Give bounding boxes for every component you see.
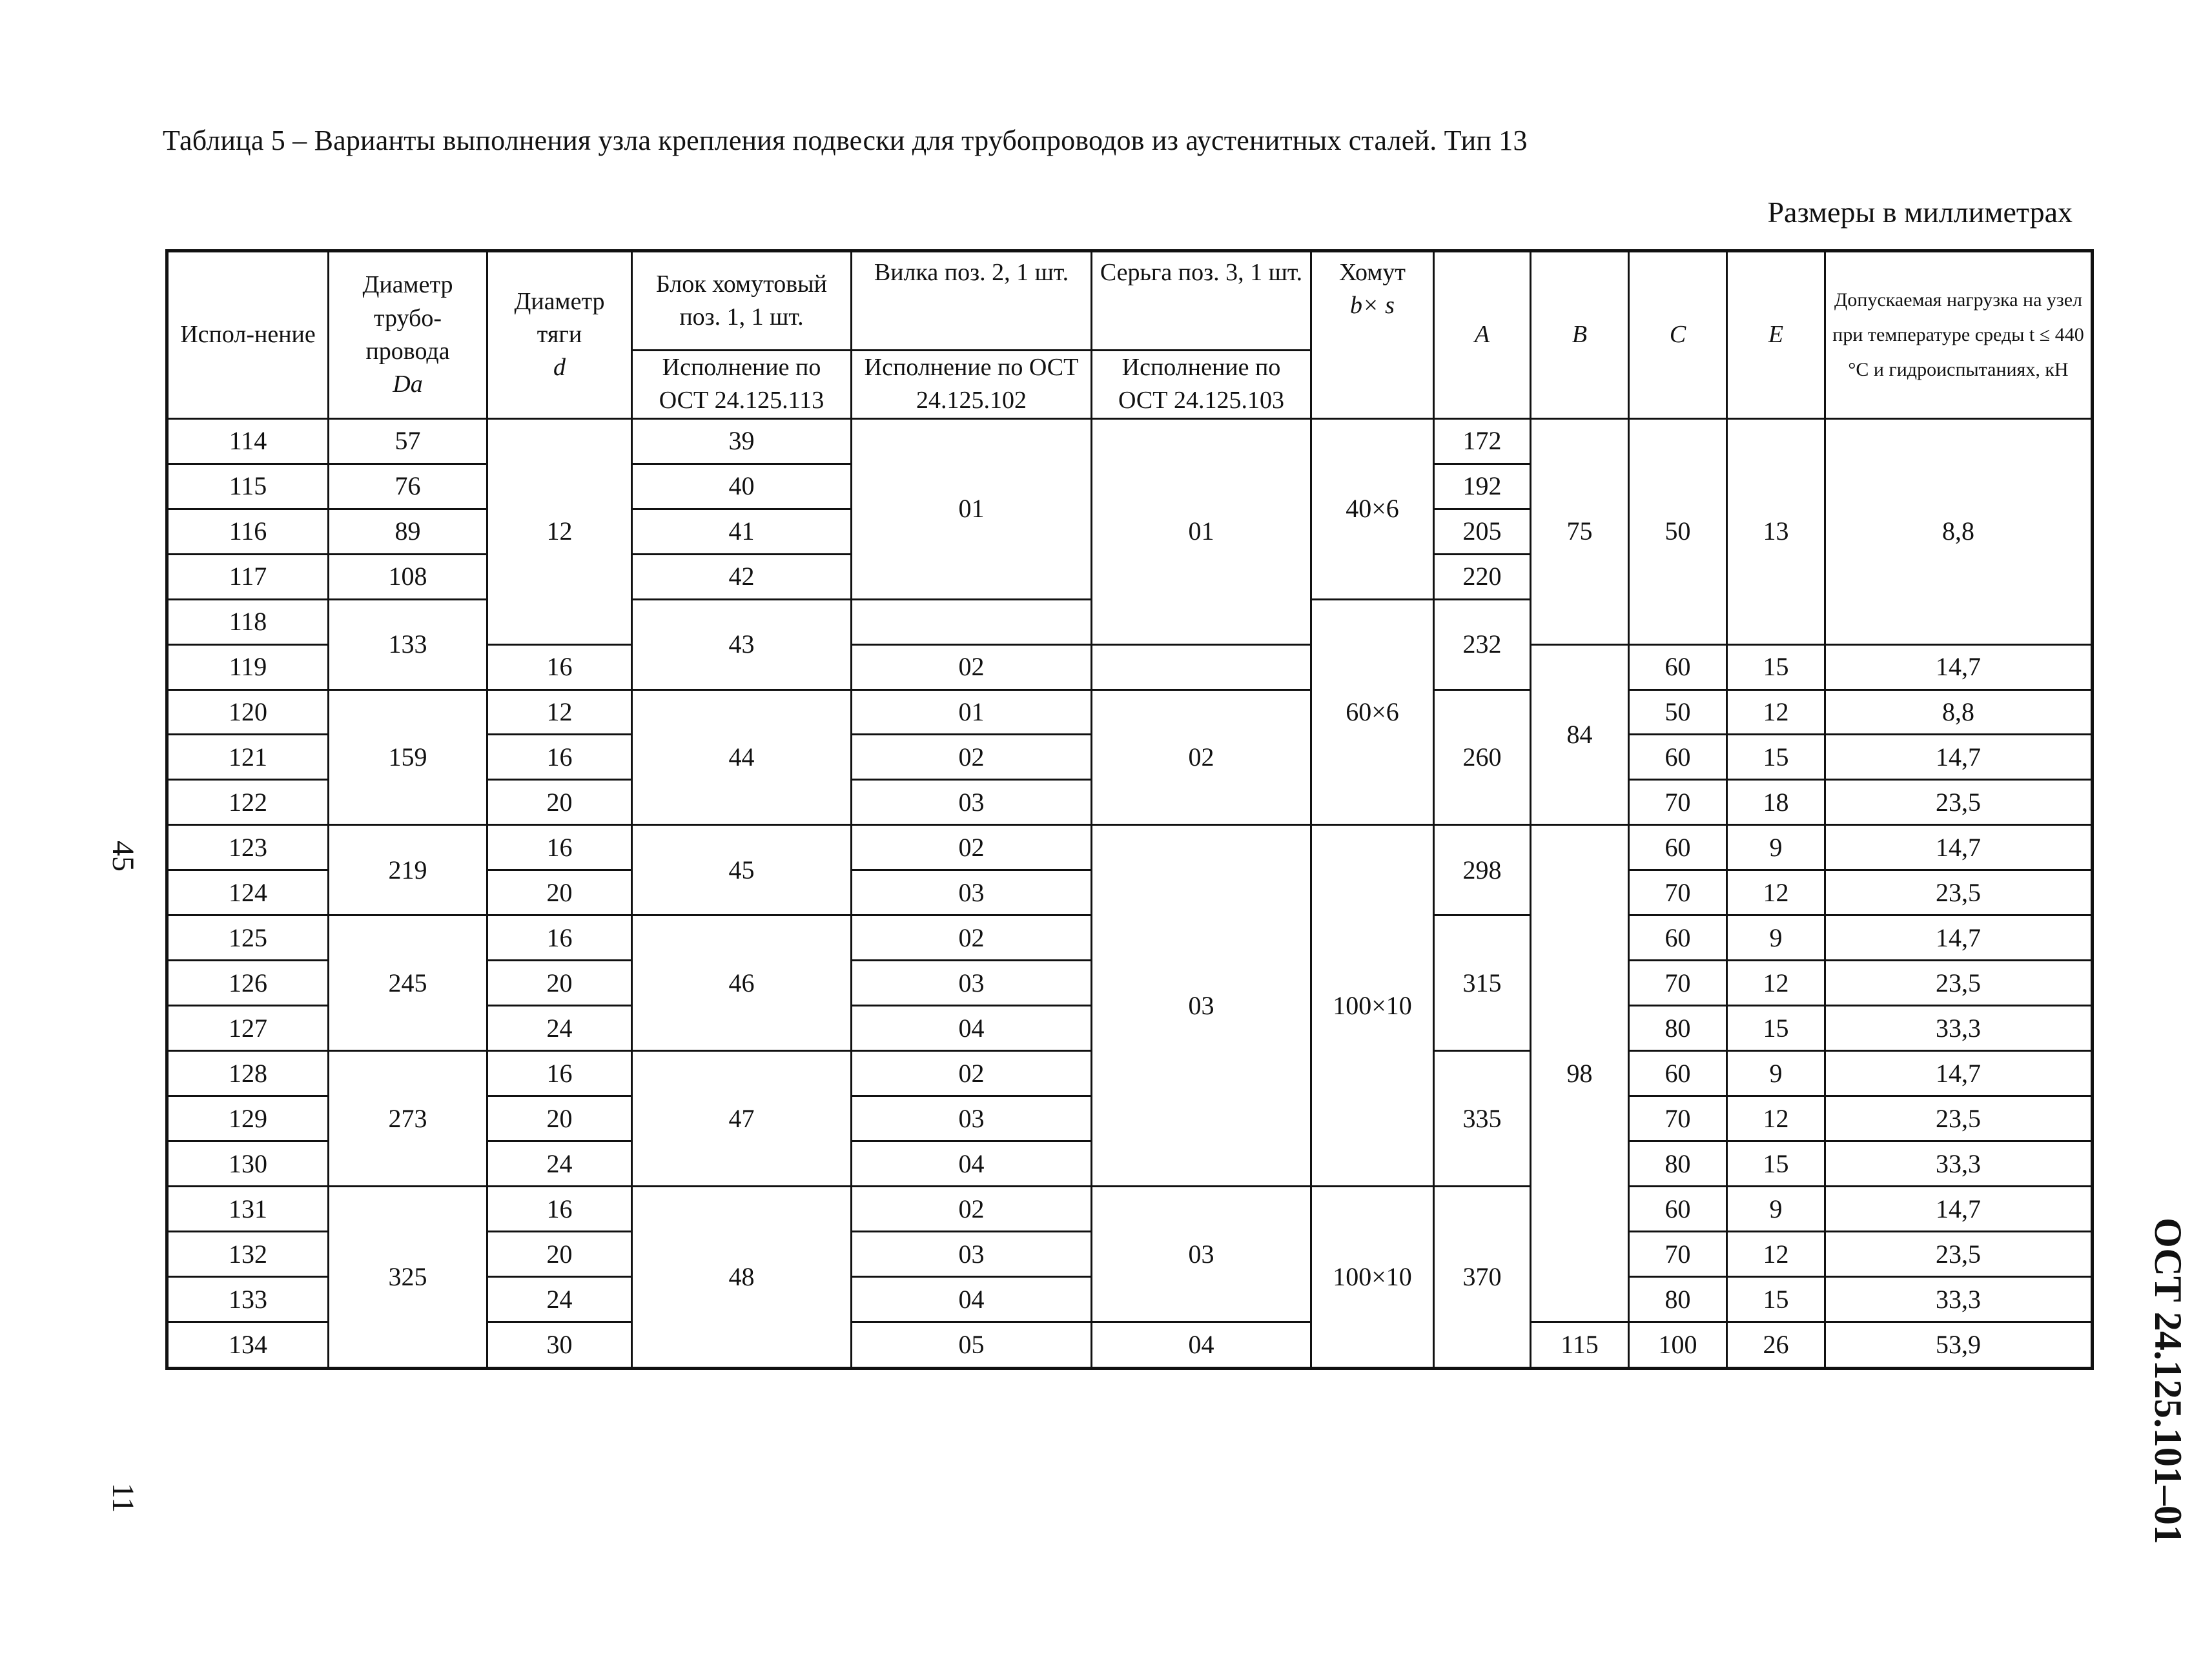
- cell-a: 205: [1434, 509, 1531, 554]
- cell-clamp: 40×6: [1311, 418, 1434, 599]
- cell-clamp: 100×10: [1311, 1187, 1434, 1369]
- cell-load: 23,5: [1825, 1232, 2093, 1277]
- cell-c: 70: [1629, 870, 1727, 915]
- cell-load: 8,8: [1825, 418, 2093, 644]
- cell-fork: 02: [852, 915, 1092, 961]
- cell-d: 12: [487, 418, 632, 644]
- cell-c: 60: [1629, 735, 1727, 780]
- cell-variant: 129: [167, 1096, 329, 1141]
- cell-a: 315: [1434, 915, 1531, 1051]
- cell-block: 48: [632, 1187, 852, 1369]
- cell-a: 335: [1434, 1051, 1531, 1187]
- table-row: [167, 825, 2093, 870]
- header-variant: Испол-нение: [167, 251, 329, 419]
- header-earring: Серьга поз. 3, 1 шт.: [1092, 251, 1311, 351]
- cell-fork: 02: [852, 825, 1092, 870]
- cell-load: 14,7: [1825, 644, 2093, 689]
- cell-e: 18: [1727, 780, 1825, 825]
- cell-d: 16: [487, 735, 632, 780]
- cell-e: 15: [1727, 1277, 1825, 1322]
- header-load: Допускаемая нагрузка на узел при температуре среды t ≤ 440 °С и гидроиспытаниях, кН: [1825, 251, 2093, 419]
- table-row: [167, 689, 2093, 735]
- header-pipe-diameter-label: Диаметр трубо-провода: [362, 271, 453, 365]
- cell-b: 75: [1531, 418, 1629, 644]
- cell-c: 60: [1629, 1187, 1727, 1232]
- cell-a: 172: [1434, 418, 1531, 464]
- cell-variant: 131: [167, 1187, 329, 1232]
- cell-b: 84: [1531, 644, 1629, 825]
- cell-fork: 02: [852, 1187, 1092, 1232]
- cell-load: 23,5: [1825, 1096, 2093, 1141]
- header-clamp: [1311, 251, 1434, 419]
- cell-d: 24: [487, 1006, 632, 1051]
- cell-a: 298: [1434, 825, 1531, 915]
- cell-a: 220: [1434, 554, 1531, 599]
- cell-c: 80: [1629, 1006, 1727, 1051]
- cell-earring: 01: [1092, 418, 1311, 644]
- cell-variant: 122: [167, 780, 329, 825]
- cell-c: 80: [1629, 1277, 1727, 1322]
- cell-d: 20: [487, 870, 632, 915]
- cell-b: 98: [1531, 825, 1629, 1322]
- cell-load: 14,7: [1825, 1187, 2093, 1232]
- cell-da: 219: [329, 825, 487, 915]
- cell-e: 12: [1727, 961, 1825, 1006]
- cell-fork: 01: [852, 418, 1092, 599]
- cell-load: 53,9: [1825, 1322, 2093, 1369]
- header-col-a: A: [1434, 251, 1531, 419]
- cell-d: 20: [487, 1232, 632, 1277]
- cell-c: 60: [1629, 915, 1727, 961]
- table-row: [167, 418, 2093, 464]
- cell-load: 14,7: [1825, 1051, 2093, 1096]
- header-col-c: C: [1629, 251, 1727, 419]
- cell-da: 273: [329, 1051, 487, 1187]
- cell-block: 39: [632, 418, 852, 464]
- cell-e: 12: [1727, 689, 1825, 735]
- header-pipe-diameter-symbol: Da: [393, 371, 423, 398]
- cell-load: 23,5: [1825, 870, 2093, 915]
- cell-fork: 03: [852, 961, 1092, 1006]
- cell-c: 70: [1629, 1096, 1727, 1141]
- cell-d: 20: [487, 780, 632, 825]
- cell-e: 12: [1727, 870, 1825, 915]
- cell-c: 60: [1629, 1051, 1727, 1096]
- cell-e: 9: [1727, 825, 1825, 870]
- cell-fork: 02: [852, 644, 1092, 689]
- cell-c: 80: [1629, 1141, 1727, 1187]
- cell-load: 33,3: [1825, 1277, 2093, 1322]
- cell-load: 33,3: [1825, 1141, 2093, 1187]
- cell-block: 42: [632, 554, 852, 599]
- cell-fork: 04: [852, 1141, 1092, 1187]
- table-row: [167, 1187, 2093, 1232]
- cell-e: 13: [1727, 418, 1825, 644]
- header-pipe-diameter: [329, 251, 487, 419]
- cell-load: 8,8: [1825, 689, 2093, 735]
- cell-variant: 114: [167, 418, 329, 464]
- cell-d: 16: [487, 644, 632, 689]
- table-caption: Таблица 5 – Варианты выполнения узла крепления подвески для трубопроводов из аустенитных сталей. Тип 13: [163, 125, 1528, 156]
- cell-e: 12: [1727, 1232, 1825, 1277]
- variants-table: [165, 249, 2094, 1370]
- standard-code: ОСТ 24.125.101–01: [2147, 1218, 2189, 1544]
- cell-variant: 120: [167, 689, 329, 735]
- cell-block: 43: [632, 599, 852, 689]
- cell-load: 14,7: [1825, 915, 2093, 961]
- cell-load: 23,5: [1825, 961, 2093, 1006]
- cell-d: 30: [487, 1322, 632, 1369]
- cell-variant: 134: [167, 1322, 329, 1369]
- cell-variant: 123: [167, 825, 329, 870]
- cell-variant: 117: [167, 554, 329, 599]
- header-earring-sub: Исполнение по ОСТ 24.125.103: [1092, 351, 1311, 419]
- cell-variant: 121: [167, 735, 329, 780]
- cell-da: 245: [329, 915, 487, 1051]
- cell-load: 23,5: [1825, 780, 2093, 825]
- header-clamp-label: Хомут: [1339, 259, 1406, 286]
- cell-variant: 133: [167, 1277, 329, 1322]
- cell-e: 15: [1727, 1006, 1825, 1051]
- cell-variant: 127: [167, 1006, 329, 1051]
- cell-load: 14,7: [1825, 825, 2093, 870]
- cell-d: 16: [487, 1051, 632, 1096]
- page-number-top: 45: [106, 841, 140, 872]
- cell-earring: 03: [1092, 825, 1311, 1187]
- cell-a: 232: [1434, 599, 1531, 689]
- cell-da: 108: [329, 554, 487, 599]
- cell-variant: 126: [167, 961, 329, 1006]
- header-col-b: B: [1531, 251, 1629, 419]
- cell-da: 325: [329, 1187, 487, 1369]
- cell-a: 192: [1434, 464, 1531, 509]
- page-number-bottom: 11: [106, 1482, 140, 1513]
- cell-block: 45: [632, 825, 852, 915]
- cell-fork: 03: [852, 870, 1092, 915]
- cell-fork-empty: [852, 599, 1092, 644]
- header-rod-diameter: [487, 251, 632, 419]
- cell-earring: 03: [1092, 1187, 1311, 1322]
- cell-variant: 124: [167, 870, 329, 915]
- cell-variant: 119: [167, 644, 329, 689]
- cell-da: 159: [329, 689, 487, 825]
- cell-fork: 04: [852, 1277, 1092, 1322]
- cell-e: 26: [1727, 1322, 1825, 1369]
- cell-da: 133: [329, 599, 487, 689]
- cell-variant: 115: [167, 464, 329, 509]
- cell-block: 41: [632, 509, 852, 554]
- cell-block: 40: [632, 464, 852, 509]
- cell-fork: 01: [852, 689, 1092, 735]
- cell-earring: 02: [1092, 689, 1311, 825]
- cell-e: 12: [1727, 1096, 1825, 1141]
- cell-c: 70: [1629, 1232, 1727, 1277]
- cell-c: 60: [1629, 825, 1727, 870]
- cell-fork: 02: [852, 735, 1092, 780]
- header-block-sub: Исполнение по ОСТ 24.125.113: [632, 351, 852, 419]
- cell-da: 57: [329, 418, 487, 464]
- cell-variant: 130: [167, 1141, 329, 1187]
- cell-block: 44: [632, 689, 852, 825]
- cell-fork: 02: [852, 1051, 1092, 1096]
- cell-a: 370: [1434, 1187, 1531, 1369]
- cell-clamp: 60×6: [1311, 599, 1434, 825]
- cell-load: 14,7: [1825, 735, 2093, 780]
- header-block: Блок хомутовый поз. 1, 1 шт.: [632, 251, 852, 351]
- cell-c: 60: [1629, 644, 1727, 689]
- cell-c: 70: [1629, 780, 1727, 825]
- cell-fork: 03: [852, 1232, 1092, 1277]
- cell-e: 9: [1727, 1187, 1825, 1232]
- cell-d: 20: [487, 961, 632, 1006]
- cell-d: 24: [487, 1141, 632, 1187]
- cell-block: 46: [632, 915, 852, 1051]
- header-fork: Вилка поз. 2, 1 шт.: [852, 251, 1092, 351]
- cell-e: 9: [1727, 915, 1825, 961]
- cell-load: 33,3: [1825, 1006, 2093, 1051]
- cell-e: 15: [1727, 1141, 1825, 1187]
- cell-clamp: 100×10: [1311, 825, 1434, 1187]
- cell-fork: 03: [852, 780, 1092, 825]
- cell-da: 76: [329, 464, 487, 509]
- header-fork-sub: Исполнение по ОСТ 24.125.102: [852, 351, 1092, 419]
- cell-variant: 128: [167, 1051, 329, 1096]
- cell-e: 9: [1727, 1051, 1825, 1096]
- cell-fork: 05: [852, 1322, 1092, 1369]
- cell-variant: 116: [167, 509, 329, 554]
- cell-earring: 04: [1092, 1322, 1311, 1369]
- cell-d: 20: [487, 1096, 632, 1141]
- cell-c: 70: [1629, 961, 1727, 1006]
- cell-variant: 125: [167, 915, 329, 961]
- cell-c: 50: [1629, 418, 1727, 644]
- cell-fork: 03: [852, 1096, 1092, 1141]
- cell-variant: 132: [167, 1232, 329, 1277]
- cell-earring-empty: [1092, 644, 1311, 689]
- header-clamp-symbol: b× s: [1350, 292, 1395, 320]
- header-rod-diameter-symbol: d: [553, 354, 566, 382]
- cell-variant: 118: [167, 599, 329, 644]
- cell-block: 47: [632, 1051, 852, 1187]
- cell-e: 15: [1727, 735, 1825, 780]
- cell-d: 16: [487, 825, 632, 870]
- cell-d: 16: [487, 1187, 632, 1232]
- cell-a: 260: [1434, 689, 1531, 825]
- cell-d: 16: [487, 915, 632, 961]
- cell-c: 100: [1629, 1322, 1727, 1369]
- units-note: Размеры в миллиметрах: [1767, 196, 2073, 229]
- cell-d: 12: [487, 689, 632, 735]
- cell-e: 15: [1727, 644, 1825, 689]
- cell-d: 24: [487, 1277, 632, 1322]
- cell-c: 50: [1629, 689, 1727, 735]
- header-col-e: E: [1727, 251, 1825, 419]
- cell-b: 115: [1531, 1322, 1629, 1369]
- cell-fork: 04: [852, 1006, 1092, 1051]
- cell-da: 89: [329, 509, 487, 554]
- header-rod-diameter-label: Диаметр тяги: [514, 287, 605, 349]
